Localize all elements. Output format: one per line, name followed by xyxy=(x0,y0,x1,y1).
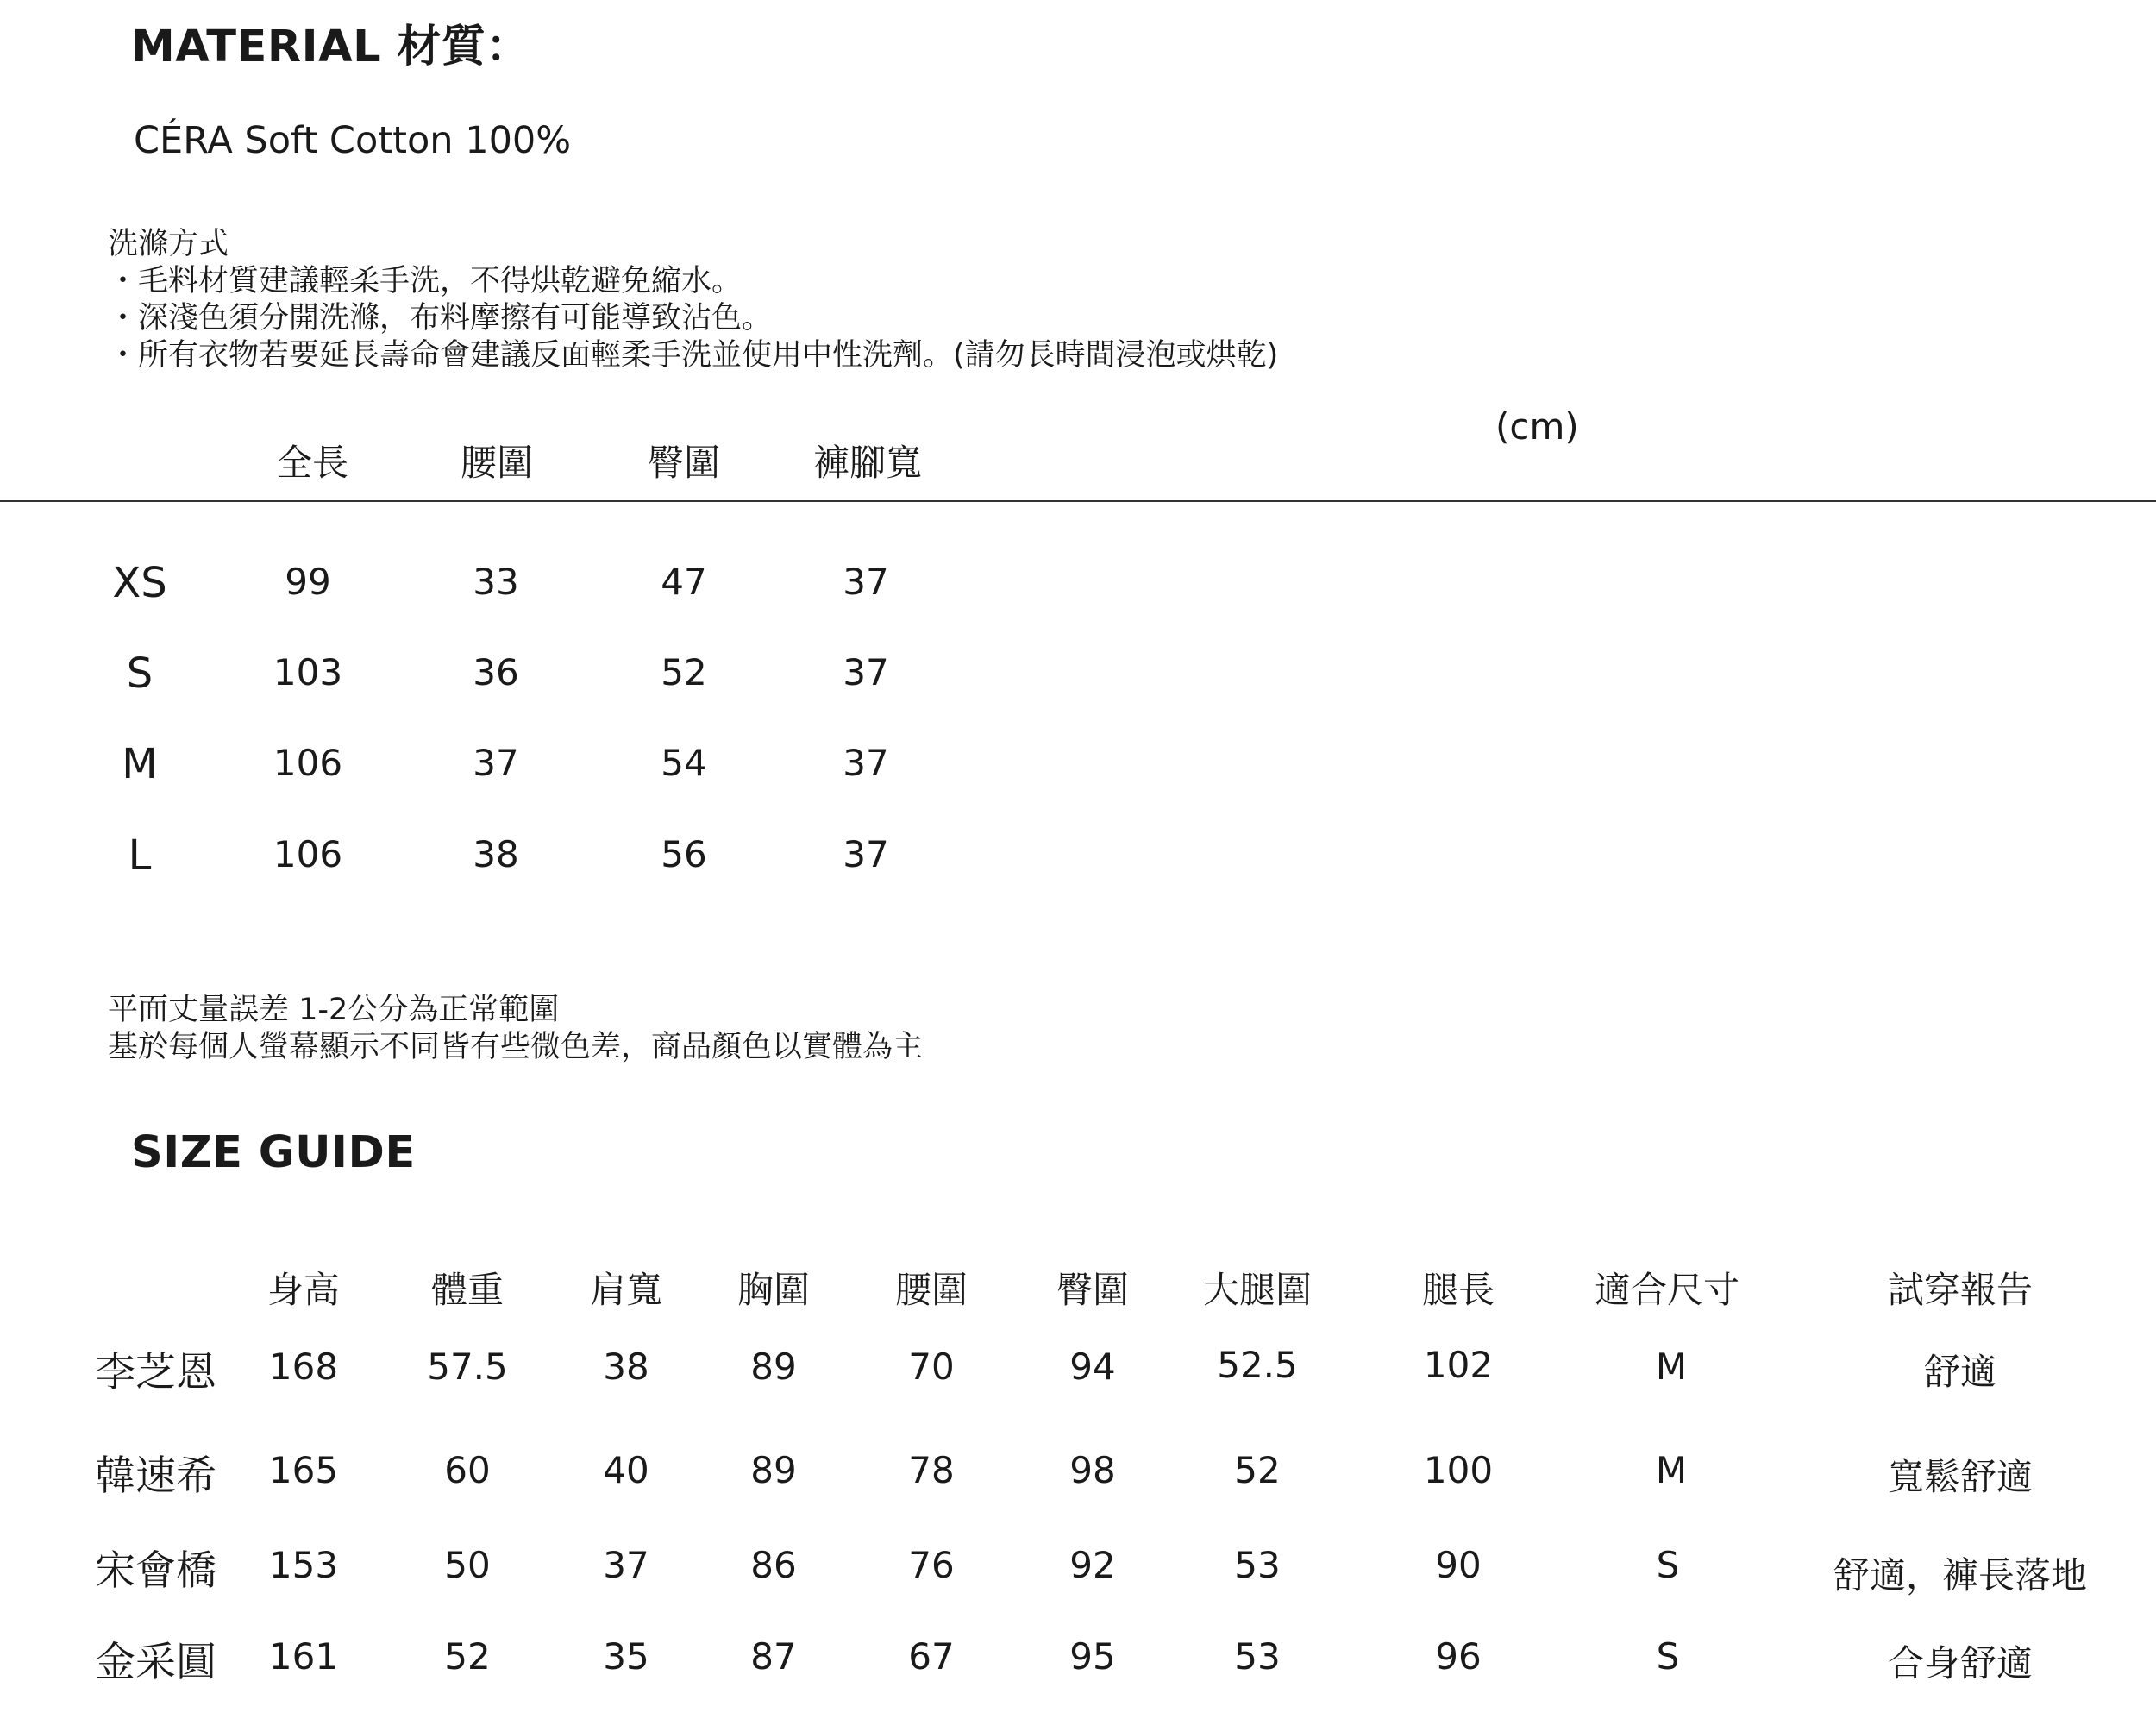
table-cell: 53 xyxy=(1234,1544,1281,1586)
model-name: 金采圓 xyxy=(95,1639,216,1686)
table-cell: 37 xyxy=(843,833,889,875)
table-cell: 37 xyxy=(843,561,889,603)
header-waist: 腰圍 xyxy=(894,1269,968,1311)
table-cell: 96 xyxy=(1435,1635,1482,1678)
table-cell: 99 xyxy=(285,561,331,603)
header-waist: 腰圍 xyxy=(460,442,534,484)
table-cell: 100 xyxy=(1423,1449,1494,1491)
table-cell: 70 xyxy=(908,1346,955,1388)
table-cell: 57.5 xyxy=(427,1346,508,1388)
size-label: L xyxy=(128,831,152,880)
table-cell: 76 xyxy=(908,1544,955,1586)
table-cell: 103 xyxy=(273,651,343,693)
table-cell: 38 xyxy=(473,833,519,875)
care-line: ・所有衣物若要延長壽命會建議反面輕柔手洗並使用中性洗劑。(請勿長時間浸泡或烘乾) xyxy=(108,338,1279,373)
table-cell: 95 xyxy=(1069,1635,1116,1678)
table-cell: 86 xyxy=(750,1544,797,1586)
table-cell: 38 xyxy=(603,1346,649,1388)
header-fit-size: 適合尺寸 xyxy=(1594,1269,1740,1311)
table-cell: 舒適，褲長落地 xyxy=(1833,1554,2088,1596)
table-cell: 52 xyxy=(1234,1449,1281,1491)
table-cell: S xyxy=(1656,1544,1680,1586)
header-hem-width: 褲腳寬 xyxy=(812,442,923,484)
table-cell: 60 xyxy=(444,1449,491,1491)
table-cell: 90 xyxy=(1435,1544,1482,1586)
table-cell: 106 xyxy=(273,742,343,784)
header-weight: 體重 xyxy=(430,1269,505,1311)
table-cell: 36 xyxy=(473,651,519,693)
size-label: XS xyxy=(112,559,167,607)
table-cell: 52 xyxy=(661,651,707,693)
care-title: 洗滌方式 xyxy=(108,227,229,261)
material-heading: MATERIAL 材質： xyxy=(131,22,530,72)
table-cell: 92 xyxy=(1069,1544,1116,1586)
table-cell: 33 xyxy=(473,561,519,603)
header-fit-report: 試穿報告 xyxy=(1887,1269,2034,1311)
material-value: CÉRA Soft Cotton 100% xyxy=(134,119,572,162)
table-divider xyxy=(0,500,2156,502)
table-cell: 合身舒適 xyxy=(1887,1642,2034,1684)
table-cell: 舒適 xyxy=(1923,1351,1997,1393)
table-cell: S xyxy=(1656,1635,1680,1678)
table-cell: 94 xyxy=(1069,1346,1116,1388)
table-cell: 37 xyxy=(843,651,889,693)
table-cell: 53 xyxy=(1234,1635,1281,1678)
measurement-notes xyxy=(108,992,923,1066)
table-cell: 54 xyxy=(661,742,707,784)
care-instructions xyxy=(108,226,1278,374)
table-cell: 106 xyxy=(273,833,343,875)
table-cell: M xyxy=(1655,1449,1688,1491)
table-cell: 89 xyxy=(750,1346,797,1388)
header-leg-length: 腿長 xyxy=(1421,1269,1495,1311)
header-thigh: 大腿圍 xyxy=(1202,1269,1313,1311)
model-name: 韓速希 xyxy=(95,1452,216,1500)
header-height: 身高 xyxy=(266,1269,341,1311)
table-cell: 168 xyxy=(268,1346,339,1388)
care-line: ・深淺色須分開洗滌，布料摩擦有可能導致沾色。 xyxy=(108,301,773,336)
table-cell: 52 xyxy=(444,1635,491,1678)
unit-label: (cm) xyxy=(1495,405,1579,448)
table-cell: 87 xyxy=(750,1635,797,1678)
model-name: 李芝恩 xyxy=(95,1349,216,1396)
table-cell: 56 xyxy=(661,833,707,875)
table-cell: 50 xyxy=(444,1544,491,1586)
header-hip: 臀圍 xyxy=(1056,1269,1130,1311)
table-cell: 102 xyxy=(1423,1344,1494,1386)
header-chest: 胸圍 xyxy=(736,1269,811,1311)
table-cell: 161 xyxy=(268,1635,339,1678)
table-cell: 165 xyxy=(268,1449,339,1491)
header-shoulder: 肩寬 xyxy=(589,1269,663,1311)
table-cell: 47 xyxy=(661,561,707,603)
table-cell: 37 xyxy=(473,742,519,784)
size-guide-heading: SIZE GUIDE xyxy=(131,1127,416,1178)
header-hip: 臀圍 xyxy=(647,442,721,484)
table-cell: 寬鬆舒適 xyxy=(1887,1456,2034,1498)
note-line: 基於每個人螢幕顯示不同皆有些微色差，商品顏色以實體為主 xyxy=(108,1030,924,1064)
model-name: 宋會橋 xyxy=(95,1547,216,1595)
note-line: 平面丈量誤差 1-2公分為正常範圍 xyxy=(108,993,560,1027)
header-total-length: 全長 xyxy=(275,442,349,484)
table-cell: 35 xyxy=(603,1635,649,1678)
table-cell: 52.5 xyxy=(1217,1344,1298,1386)
table-cell: 153 xyxy=(268,1544,339,1586)
size-label: M xyxy=(122,740,158,788)
size-label: S xyxy=(126,649,154,698)
table-cell: 37 xyxy=(603,1544,649,1586)
table-cell: 37 xyxy=(843,742,889,784)
table-cell: 98 xyxy=(1069,1449,1116,1491)
table-cell: M xyxy=(1655,1346,1688,1388)
care-line: ・毛料材質建議輕柔手洗，不得烘乾避免縮水。 xyxy=(108,264,743,298)
table-cell: 78 xyxy=(908,1449,955,1491)
table-cell: 40 xyxy=(603,1449,649,1491)
table-cell: 67 xyxy=(908,1635,955,1678)
table-cell: 89 xyxy=(750,1449,797,1491)
